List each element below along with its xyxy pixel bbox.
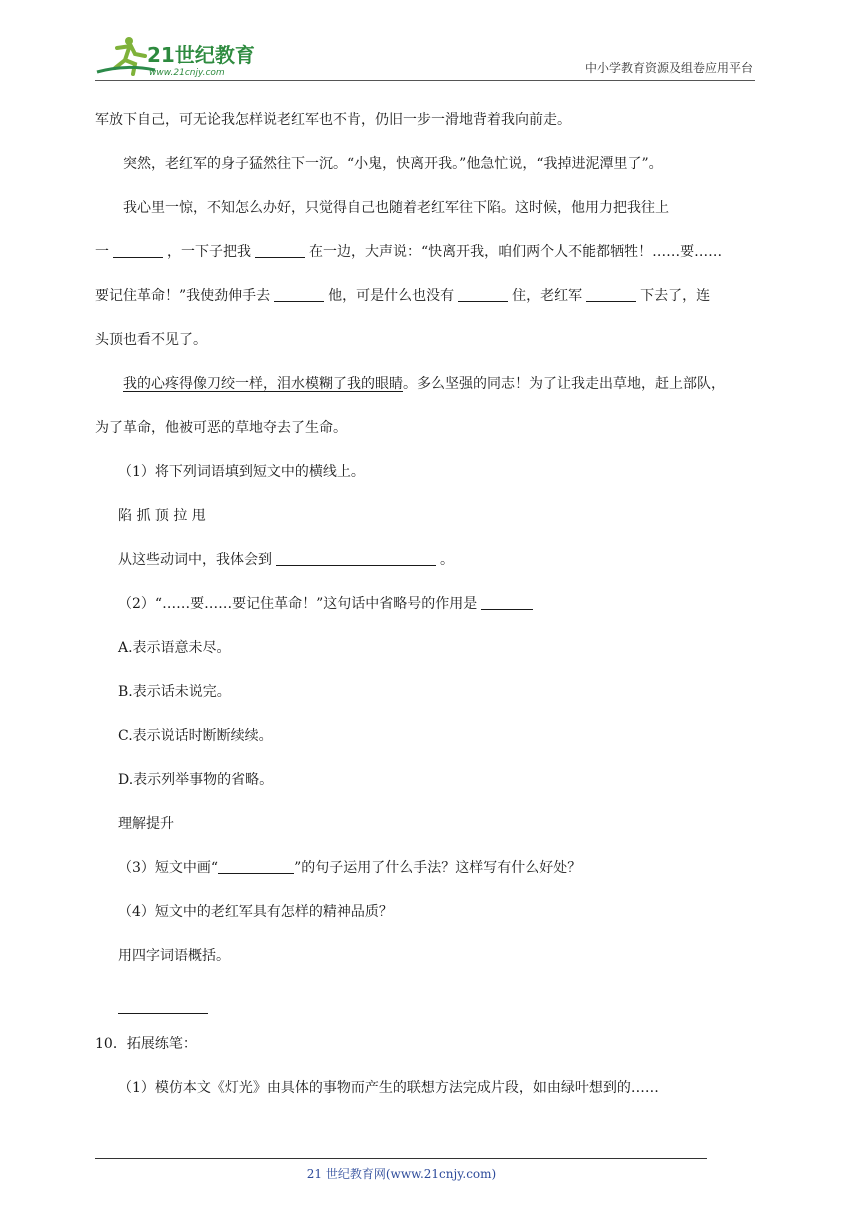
passage-text: 在一边，大声说：“快离开我，咱们两个人不能都牺牲！……要…… [309,244,723,260]
passage-text: 。多么坚强的同志！为了让我走出草地，赶上部队， [403,376,725,392]
option-a: A.表示语意未尽。 [118,640,231,656]
fill-blank-3[interactable] [274,300,324,302]
fill-blank-2[interactable] [255,256,305,258]
question-10-1: （1）模仿本文《灯光》由具体的事物而产生的联想方法完成片段，如由绿叶想到的…… [118,1080,659,1096]
page-header [95,30,755,81]
fill-blank-5[interactable] [586,300,636,302]
passage-text: 要记住革命！”我使劲伸手去 [95,288,271,304]
passage-paragraph: 头顶也看不见了。 [95,332,207,348]
answer-line-q4 [95,978,767,1022]
passage-text: ，一下子把我 [167,244,251,260]
section-label: 理解提升 [118,816,174,832]
passage-paragraph: 我心里一惊，不知怎么办好，只觉得自己也随着老红军往下陷。这时候，他用力把我往上 [123,200,669,216]
option-d: D.表示列举事物的省略。 [118,772,274,788]
question-1-prompt [95,538,767,582]
svg-text:21世纪教育: 21世纪教育 [147,43,255,67]
passage-paragraph [95,362,767,406]
question-3 [95,846,767,890]
passage-paragraph-blanks [95,230,767,274]
passage-paragraph: 突然，老红军的身子猛然往下一沉。“小鬼，快离开我。”他急忙说，“我掉进泥潭里了”。 [123,156,663,172]
word-bank: 陷 抓 顶 拉 甩 [118,508,206,524]
page-footer[interactable]: 21 世纪教育网(www.21cnjy.com) [306,1167,497,1181]
document-body [95,102,767,1110]
underlined-sentence: 我的心疼得像刀绞一样，泪水模糊了我的眼睛 [123,376,403,392]
svg-text:www.21cnjy.com: www.21cnjy.com [149,68,225,78]
passage-text: 一 [95,244,109,260]
answer-blank-q2[interactable] [481,608,533,610]
question-2 [95,582,767,626]
question-text: （2）“……要……要记住革命！”这句话中省略号的作用是 [118,596,478,612]
question-4-prompt: 用四字词语概括。 [118,948,230,964]
question-4: （4）短文中的老红军具有怎样的精神品质？ [118,904,393,920]
option-c: C.表示说话时断断续续。 [118,728,273,744]
footer-divider [95,1158,707,1159]
fill-blank-4[interactable] [458,300,508,302]
passage-paragraph: 为了革命，他被可恶的草地夺去了生命。 [95,420,347,436]
prompt-text: 。 [440,552,454,568]
answer-blank-q1[interactable] [276,564,436,566]
passage-text: 他，可是什么也没有 [328,288,455,304]
site-logo [95,34,265,78]
question-text: ”的句子运用了什么手法？这样写有什么好处？ [294,860,582,876]
answer-blank-q4[interactable] [118,1012,208,1014]
question-1: （1）将下列词语填到短文中的横线上。 [118,464,365,480]
passage-text: 住，老红军 [512,288,583,304]
passage-text: 下去了，连 [640,288,711,304]
platform-name: 中小学教育资源及组卷应用平台 [584,61,753,75]
fill-blank-1[interactable] [113,256,163,258]
option-b: B.表示话未说完。 [118,684,231,700]
underline-marker [218,872,294,874]
question-text: （3）短文中画“ [118,860,219,876]
passage-paragraph-blanks [95,274,767,318]
prompt-text: 从这些动词中，我体会到 [118,552,272,568]
question-10: 10．拓展练笔： [95,1036,197,1052]
passage-paragraph: 军放下自己，可无论我怎样说老红军也不肯，仍旧一步一滑地背着我向前走。 [95,112,571,128]
